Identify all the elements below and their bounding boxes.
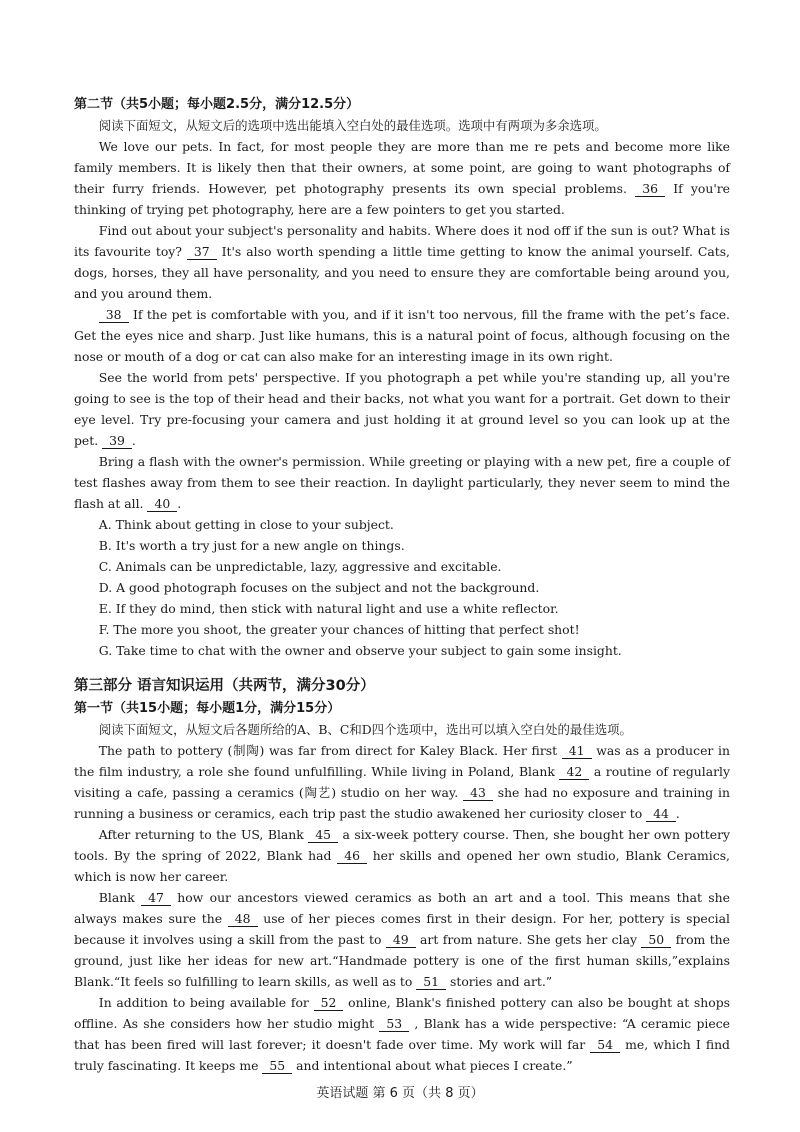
answer-blank: 54: [590, 1038, 620, 1053]
answer-blank: 52: [314, 996, 344, 1011]
answer-blank: 51: [416, 975, 446, 990]
answer-blank: 45: [308, 828, 338, 843]
answer-blank: 48: [228, 912, 258, 927]
answer-blank: 42: [559, 765, 589, 780]
passage-paragraph: After returning to the US, Blank 45 a six-week pottery course. Then, she bought her own pottery tools. By the spring of 2022, Blank had 46 her skills and opened her own studio, Blank Ceramics, which is now her career.: [74, 827, 731, 884]
option-f: F. The more you shoot, the greater your chances of hitting that perfect shot!: [98, 622, 580, 637]
passage-paragraph: See the world from pets' perspective. If you photograph a pet while you're standing up, all you're going to see is the top of their head and their backs, not what you want for a portrait. Get down to their eye level. Try pre-focusing your camera and just holding it at ground level so you can look up at the pet. 39 .: [74, 370, 730, 448]
option-a: A. Think about getting in close to your subject.: [98, 517, 394, 532]
answer-blank: 39: [102, 434, 132, 449]
part-heading: 第三部分 语言知识运用（共两节，满分30分）: [74, 678, 375, 694]
answer-blank: 40: [147, 497, 177, 512]
answer-blank: 47: [141, 891, 171, 906]
answer-blank: 41: [562, 744, 592, 759]
passage-paragraph: We love our pets. In fact, for most people they are more than me re pets and become more like family members. It is likely then that their owners, at some point, are going to want photographs of their furry friends. However, pet photography presents its own special problems. 36 If you're thinking of trying pet photography, here are a few pointers to get you started.: [74, 139, 730, 217]
passage-paragraph: 38 If the pet is comfortable with you, and if it isn't too nervous, fill the frame with the pet’s face. Get the eyes nice and sharp. Just like humans, this is a natural point of focus, although focusing on the nose or mouth of a dog or cat can also make for an interesting image in its own right.: [74, 307, 730, 364]
answer-blank: 50: [641, 933, 671, 948]
page-footer: 英语试题 第 6 页（共 8 页）: [316, 1086, 484, 1101]
passage-paragraph: The path to pottery (制陶) was far from direct for Kaley Black. Her first 41 was as a producer in the film industry, a role she found unfulfilling. While living in Poland, Blank 42 a routine of regularly visiting a cafe, passing a ceramics (陶艺) studio on her way. 43 she had no exposure and training in running a business or ceramics, each trip past the studio awakened her curiosity closer to 44 .: [74, 743, 731, 821]
option-c: C. Animals can be unpredictable, lazy, aggressive and excitable.: [98, 559, 502, 574]
answer-blank: 49: [386, 933, 416, 948]
subsection-heading: 第一节（共15小题；每小题1分，满分15分）: [74, 701, 341, 716]
passage-paragraph: Find out about your subject's personality and habits. Where does it nod off if the sun is out? What is its favourite toy? 37 It's also worth spending a little time getting to know the animal yourself. Cats, dogs, horses, they all have personality, and you need to ensure they are comfortable being around you, and you around them.: [74, 223, 730, 301]
answer-blank: 44: [646, 807, 676, 822]
answer-blank: 53: [379, 1017, 409, 1032]
option-d: D. A good photograph focuses on the subject and not the background.: [98, 580, 540, 595]
section-heading: 第二节（共5小题；每小题2.5分，满分12.5分）: [74, 97, 360, 112]
option-g: G. Take time to chat with the owner and observe your subject to gain some insight.: [98, 643, 622, 658]
answer-blank: 43: [463, 786, 493, 801]
option-e: E. If they do mind, then stick with natural light and use a white reflector.: [98, 601, 559, 616]
passage-paragraph: In addition to being available for 52 online, Blank's finished pottery can also be bought at shops offline. As she considers how her studio might 53 , Blank has a wide perspective: “A ceramic piece that has been fired will last forever; it doesn't fade over time. My work will far 54 me, which I find truly fascinating. It keeps me 55 and intentional about what pieces I create.”: [74, 995, 730, 1073]
answer-blank: 46: [337, 849, 367, 864]
subsection-instruction: 阅读下面短文，从短文后各题所给的A、B、C和D四个选项中，选出可以填入空白处的最佳选项。: [98, 722, 632, 737]
answer-blank: 38: [99, 308, 129, 323]
passage-paragraph: Bring a flash with the owner's permission. While greeting or playing with a new pet, fire a couple of test flashes away from them to see their reaction. In daylight particularly, they never seem to mind the flash at all. 40 .: [74, 454, 730, 511]
answer-blank: 55: [262, 1059, 292, 1074]
section-instruction: 阅读下面短文，从短文后的选项中选出能填入空白处的最佳选项。选项中有两项为多余选项。: [98, 118, 607, 133]
option-b: B. It's worth a try just for a new angle on things.: [98, 538, 405, 553]
answer-blank: 37: [187, 245, 217, 260]
answer-blank: 36: [635, 182, 665, 197]
passage-paragraph: Blank 47 how our ancestors viewed ceramics as both an art and a tool. This means that she always makes sure the 48 use of her pieces comes first in their design. For her, pottery is special because it involves using a skill from the past to 49 art from nature. She gets her clay 50 from the ground, just like her ideas for new art.“Handmade pottery is one of the first human skills,”explains Blank.“It feels so fulfilling to learn skills, as well as to 51 stories and art.”: [74, 890, 730, 989]
